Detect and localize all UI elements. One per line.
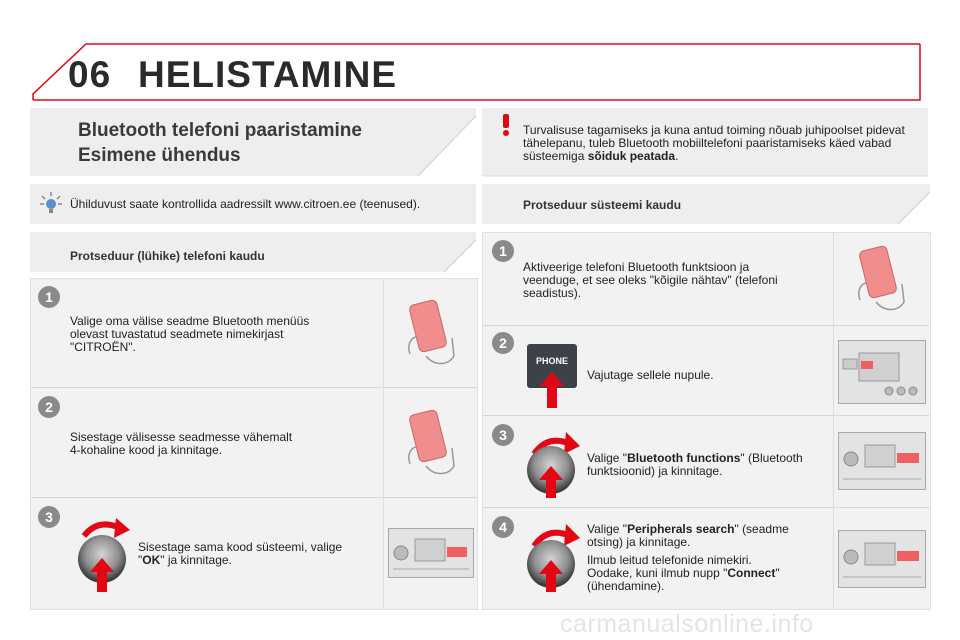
left-step-1-text: Valige oma välise seadme Bluetooth menüüs olevast tuvastatud seadmete nimekirjast "CITROËN".	[70, 314, 310, 354]
step-badge-3: 3	[492, 424, 514, 446]
right-step-4-text: Valige "Peripherals search" (seadme otsing) ja kinnitage. Ilmub leitud telefonide nimekiri. Oodake, kuni ilmub nupp "Connect" (ühendamine).	[587, 522, 789, 593]
phone-in-hand-icon	[400, 294, 460, 379]
divider	[483, 507, 929, 508]
left-step-2-text: Sisestage välisesse seadmesse vähemalt 4-kohaline kood ja kinnitage.	[70, 430, 293, 457]
divider	[31, 497, 477, 498]
watermark: carmanualsonline.info	[560, 610, 814, 638]
phone-button-label: PHONE	[535, 356, 568, 366]
section-title-panel	[30, 108, 478, 178]
right-step-2-text: Vajutage sellele nupule.	[587, 368, 714, 382]
step-badge-1: 1	[492, 240, 514, 262]
radio-unit-illustration	[838, 530, 926, 588]
left-heading: Protseduur (lühike) telefoni kaudu	[70, 249, 265, 263]
warning-text: Turvalisuse tagamiseks ja kuna antud toiming nõuab juhipoolset pidevat tähelepanu, tuleb Bluetooth mobiiltelefoni paaristamiseks käed vabad süsteemiga sõiduk peatada.	[523, 123, 905, 163]
right-step-1-text: Aktiveerige telefoni Bluetooth funktsioon ja veenduge, et see oleks "kõigile nähtav" (telefoni seadistus).	[523, 260, 778, 300]
arrow-up-icon	[540, 372, 564, 413]
exclamation-icon	[497, 114, 515, 136]
step-badge-1: 1	[38, 286, 60, 308]
step-badge-3: 3	[38, 506, 60, 528]
chapter-number: 06	[68, 54, 112, 95]
divider	[31, 387, 477, 388]
step-badge-2: 2	[38, 396, 60, 418]
lightbulb-icon	[38, 190, 64, 216]
phone-in-hand-icon	[850, 240, 910, 325]
left-step-3-text: Sisestage sama kood süsteemi, valige "OK" ja kinnitage.	[138, 540, 343, 567]
right-heading: Protseduur süsteemi kaudu	[523, 198, 682, 212]
section-title-line2: Esimene ühendus	[78, 145, 241, 166]
right-step-3-text: Valige "Bluetooth functions" (Bluetooth funktsioonid) ja kinnitage.	[587, 451, 803, 478]
divider	[483, 415, 929, 416]
divider	[833, 233, 834, 608]
section-title-line1: Bluetooth telefoni paaristamine	[78, 120, 362, 141]
divider	[483, 325, 929, 326]
info-text: Ühilduvust saate kontrollida aadressilt www.citroen.ee (teenused).	[70, 197, 421, 211]
radio-unit-illustration	[838, 432, 926, 490]
phone-in-hand-icon	[400, 404, 460, 489]
step-badge-4: 4	[492, 516, 514, 538]
arrow-up-icon	[539, 560, 563, 597]
chapter-title: HELISTAMINE	[138, 54, 398, 95]
step-badge-2: 2	[492, 332, 514, 354]
radio-unit-illustration	[388, 528, 474, 578]
arrow-up-icon	[539, 466, 563, 503]
radio-unit-illustration	[838, 340, 926, 404]
arrow-up-icon	[90, 558, 114, 597]
divider	[383, 279, 384, 608]
